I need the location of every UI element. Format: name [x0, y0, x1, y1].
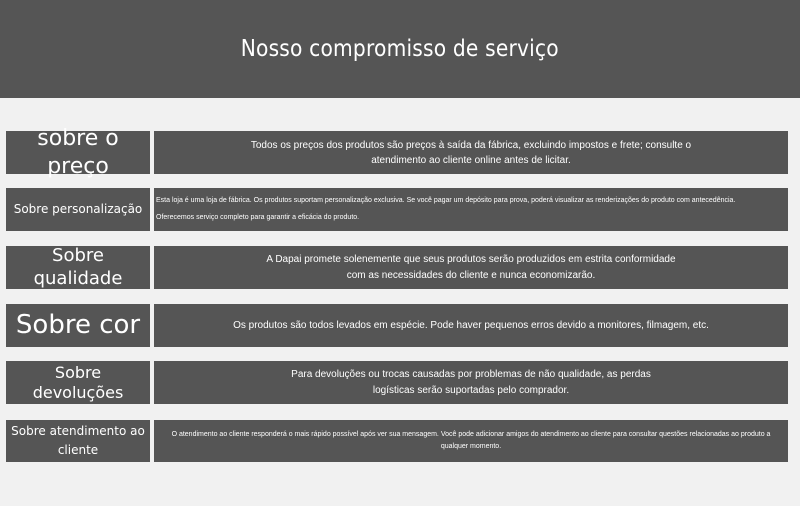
row-text: Esta loja é uma loja de fábrica. Os produtos suportam personalização exclusiva. Se você pagar um depósito para prova, poderá visualizar as renderizações do produto com antecedência. Oferecemos serviço completo para garantir a eficácia do produto.: [156, 196, 736, 221]
row-label: Sobre atendimento ao cliente: [6, 420, 150, 462]
row-description: [154, 361, 788, 404]
row-description: [154, 304, 788, 347]
row-description: [154, 420, 788, 462]
row-description: [154, 246, 788, 289]
page-title: Nosso compromisso de serviço: [240, 36, 560, 62]
page-header: [0, 0, 800, 98]
row-label: Sobre devoluções: [6, 361, 150, 404]
row-text: O atendimento ao cliente responderá o mais rápido possível após ver sua mensagem. Você pode adicionar amigos do atendimento ao cliente para consultar questões relacionadas ao produto a qualquer momento.: [171, 431, 771, 450]
row-description: [154, 131, 788, 174]
row-label: Sobre personalização: [6, 188, 150, 231]
row-text: A Dapai promete solenemente que seus produtos serão produzidos em estrita conformidade com as necessidades do cliente e nunca economizarão.: [266, 253, 676, 281]
row-text: Para devoluções ou trocas causadas por problemas de não qualidade, as perdas logísticas serão suportadas pelo comprador.: [291, 368, 651, 396]
row-text: Todos os preços dos produtos são preços à saída da fábrica, excluindo impostos e frete; consulte o atendimento ao cliente online antes de licitar.: [250, 139, 692, 166]
row-label: Sobre qualidade: [6, 246, 150, 289]
row-description: [154, 188, 788, 231]
row-label: Sobre cor: [6, 304, 150, 347]
row-text: Os produtos são todos levados em espécie. Pode haver pequenos erros devido a monitores, filmagem, etc.: [233, 320, 709, 331]
row-label: sobre o preço: [6, 131, 150, 174]
